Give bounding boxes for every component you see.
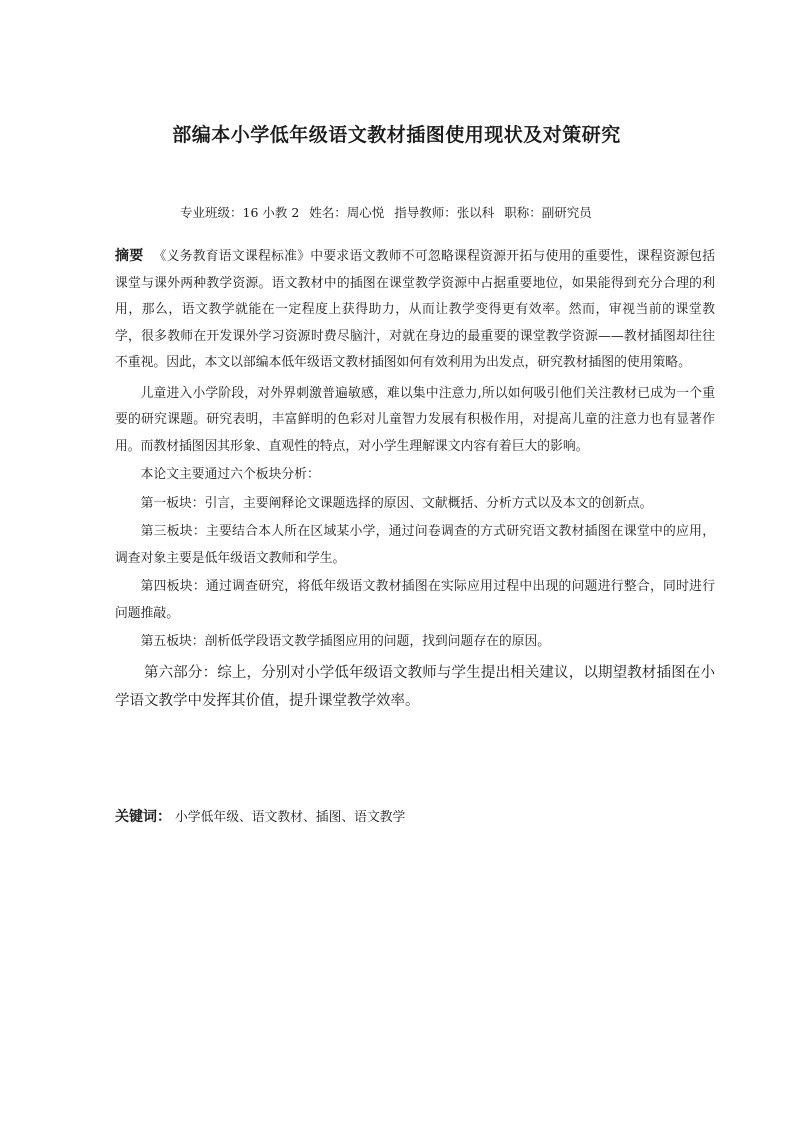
advisor: 指导教师：张以科 <box>394 205 495 220</box>
advisor-rank: 职称：副研究员 <box>504 205 592 220</box>
major-class: 专业班级：16 小教 2 <box>180 205 300 220</box>
keywords <box>115 806 715 826</box>
paragraph-section-4: 第四板块：通过调查研究，将低年级语文教材插图在实际应用过程中出现的问题进行整合，同时进行问题推敲。 <box>115 579 715 621</box>
body-text <box>115 243 715 715</box>
keywords-text: 小学低年级、语文教材、插图、语文教学 <box>175 810 406 825</box>
paragraph-intro: 儿童进入小学阶段，对外界刺激普遍敏感，难以集中注意力,所以如何吸引他们关注教材已成为一个重要的研究课题。研究表明，丰富鲜明的色彩对儿童智力发展有积极作用，对提高儿童的注意力也有显著作用。而教材插图因其形象、直观性的特点，对小学生理解课文内容有着巨大的影响。 <box>115 385 715 454</box>
paragraph-section-3: 第三板块：主要结合本人所在区域某小学，通过问卷调查的方式研究语文教材插图在课堂中的应用，调查对象主要是低年级语文教师和学生。 <box>115 524 715 566</box>
abstract-label: 摘要 <box>115 248 144 264</box>
abstract-paragraph <box>115 243 715 377</box>
abstract-text: 《义务教育语文课程标准》中要求语文教师不可忽略课程资源开拓与使用的重要性，课程资源包括课堂与课外两种教学资源。语文教材中的插图在课堂教学资源中占据重要地位，如果能得到充分合理的利用，那么，语文教学就能在一定程度上获得助力，从而让教学变得更有效率。然而，审视当前的课堂教学，很多教师在开发课外学习资源时费尽脑汁，对就在身边的最重要的课堂教学资源——教材插图却往往不重视。因此，本文以部编本低年级语文教材插图如何有效利用为出发点，研究教材插图的使用策略。 <box>115 249 716 370</box>
paragraph-section-5: 第五板块：剖析低学段语文教学插图应用的问题，找到问题存在的原因。 <box>140 634 551 649</box>
paragraph-section-1: 第一板块：引言，主要阐释论文课题选择的原因、文献概括、分析方式以及本文的创新点。 <box>140 495 653 511</box>
paragraph-outline: 本论文主要通过六个板块分析： <box>140 467 320 482</box>
author-info <box>180 203 780 221</box>
page-title: 部编本小学低年级语文教材插图使用现状及对策研究 <box>172 124 621 146</box>
student-name: 姓名：周心悦 <box>309 205 385 220</box>
keywords-label: 关键词： <box>115 809 171 825</box>
paragraph-section-6: 第六部分：综上，分别对小学低年级语文教师与学生提出相关建议，以期望教材插图在小学语文教学中发挥其价值，提升课堂教学效率。 <box>115 664 715 709</box>
